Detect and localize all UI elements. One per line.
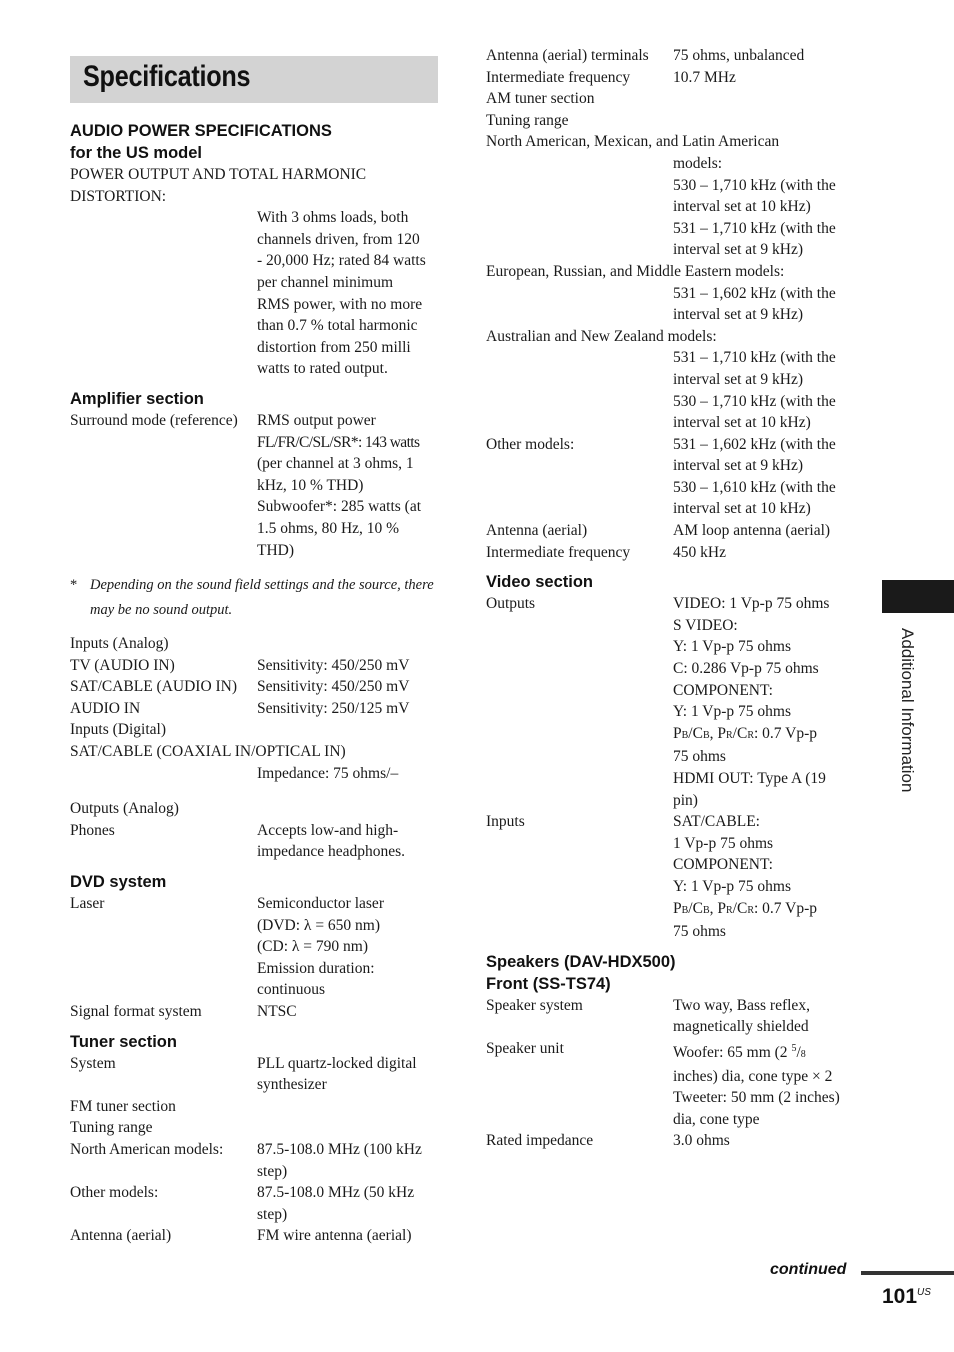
sat-row bbox=[70, 676, 450, 698]
sat-coaxial: SAT/CABLE (COAXIAL IN/OPTICAL IN) bbox=[70, 743, 346, 761]
antenna-terminals-row bbox=[486, 45, 866, 67]
video-output-line: pin) bbox=[673, 791, 698, 809]
power-desc bbox=[70, 207, 450, 380]
european-line: European, Russian, and Middle Eastern models: bbox=[486, 262, 785, 280]
video-outputs-label: Outputs bbox=[486, 595, 536, 613]
continued-bar bbox=[861, 1271, 954, 1275]
left-column bbox=[70, 120, 450, 1247]
video-outputs-row bbox=[486, 593, 866, 811]
continued-label: continued bbox=[770, 1261, 847, 1278]
video-inputs-row bbox=[486, 811, 866, 943]
tv-row bbox=[70, 655, 450, 677]
fm-tuner-section: FM tuner section bbox=[70, 1097, 176, 1115]
woofer-text: Woofer: 65 mm (2 bbox=[673, 1044, 792, 1062]
right-column bbox=[486, 45, 866, 1152]
cr-subscript: R bbox=[747, 729, 754, 741]
laser-value-line: Emission duration: bbox=[257, 959, 375, 977]
fm-other-value-line: 87.5-108.0 MHz (50 kHz bbox=[257, 1184, 415, 1202]
power-desc-line: - 20,000 Hz; rated 84 watts bbox=[257, 252, 426, 270]
page-number: 101 bbox=[882, 1285, 918, 1308]
surround-value-line: RMS output power bbox=[257, 411, 376, 429]
system-label: System bbox=[70, 1054, 116, 1072]
eu-value-line: interval set at 9 kHz) bbox=[673, 306, 803, 324]
pb-subscript: B bbox=[681, 904, 689, 916]
am-if-label: Intermediate frequency bbox=[486, 543, 631, 561]
nam-value-line: interval set at 10 kHz) bbox=[673, 198, 811, 216]
us-model-heading: for the US model bbox=[70, 144, 203, 162]
surround-value-line: FL/FR/C/SL/SR*: 143 watts bbox=[257, 433, 420, 451]
fm-other-values bbox=[257, 1182, 450, 1225]
north-american-label: North American models: bbox=[70, 1140, 224, 1158]
audio-in-value: Sensitivity: 250/125 mV bbox=[257, 699, 410, 717]
fm-antenna-row bbox=[70, 1225, 450, 1247]
laser-value-line: (DVD: λ = 650 nm) bbox=[257, 916, 381, 934]
surround-value-line: kHz, 10 % THD) bbox=[257, 476, 364, 494]
video-input-line: Y: 1 Vp-p 75 ohms bbox=[673, 877, 791, 895]
signal-label: Signal format system bbox=[70, 1003, 202, 1020]
speaker-system-label: Speaker system bbox=[486, 996, 583, 1014]
video-output-line: Y: 1 Vp-p 75 ohms bbox=[673, 638, 791, 656]
surround-value-line: (per channel at 3 ohms, 1 bbox=[257, 455, 414, 473]
video-input-line: COMPONENT: bbox=[673, 856, 773, 874]
am-tuner-section: AM tuner section bbox=[486, 90, 595, 108]
speaker-system-row bbox=[486, 995, 866, 1038]
cb-subscript: B bbox=[702, 729, 710, 741]
nam-value-line: 530 – 1,710 kHz (with the bbox=[673, 176, 836, 194]
phones-label: Phones bbox=[70, 821, 115, 839]
au-value-line: interval set at 9 kHz) bbox=[673, 370, 803, 388]
dvd-heading: DVD system bbox=[70, 873, 167, 892]
am-other-row bbox=[486, 434, 866, 520]
video-output-line: HDMI OUT: Type A (19 bbox=[673, 770, 826, 787]
pb-text: P bbox=[673, 724, 682, 742]
australian-line: Australian and New Zealand models: bbox=[486, 327, 717, 345]
laser-value-line: continuous bbox=[257, 981, 326, 999]
section-tab-label: Additional Information bbox=[898, 628, 917, 793]
power-desc-line: channels driven, from 120 bbox=[257, 230, 420, 248]
speakers-heading: Speakers (DAV-HDX500) bbox=[486, 952, 676, 971]
cr-text: /C bbox=[732, 899, 748, 917]
fm-other-row bbox=[70, 1182, 450, 1225]
power-desc-line: RMS power, with no more bbox=[257, 295, 423, 313]
system-value-line: synthesizer bbox=[257, 1076, 327, 1094]
surround-row bbox=[70, 410, 450, 561]
laser-value-line: Semiconductor laser bbox=[257, 895, 384, 913]
au-value-line: 530 – 1,710 kHz (with the bbox=[673, 392, 836, 410]
na-mexican-line: North American, Mexican, and Latin American bbox=[486, 133, 780, 151]
north-american-row bbox=[70, 1139, 450, 1182]
fm-other-value-line: step) bbox=[257, 1205, 288, 1223]
fm-tuning-range: Tuning range bbox=[70, 1119, 153, 1137]
video-outputs-values bbox=[673, 593, 866, 811]
sat-value: Sensitivity: 450/250 mV bbox=[257, 678, 410, 696]
rated-impedance-value: 3.0 ohms bbox=[673, 1132, 730, 1150]
inputs-digital: Inputs (Digital) bbox=[70, 721, 166, 739]
footnote-text: Depending on the sound field settings and the source, there may be no sound output. bbox=[90, 577, 434, 619]
video-output-line: VIDEO: 1 Vp-p 75 ohms bbox=[673, 595, 830, 613]
system-row bbox=[70, 1053, 450, 1096]
video-output-pbpr-line bbox=[673, 723, 866, 747]
speaker-unit-values bbox=[673, 1038, 866, 1131]
inputs-analog: Inputs (Analog) bbox=[70, 635, 169, 653]
speaker-system-line: Two way, Bass reflex, bbox=[673, 996, 810, 1014]
woofer-line bbox=[673, 1038, 866, 1066]
phones-values bbox=[257, 820, 450, 863]
page-suffix: US bbox=[917, 1287, 931, 1298]
video-heading: Video section bbox=[486, 573, 593, 592]
pr-subscript: R bbox=[726, 729, 733, 741]
speaker-system-line: magnetically shielded bbox=[673, 1018, 809, 1036]
power-desc-line: distortion from 250 milli bbox=[257, 338, 411, 356]
cr-subscript: R bbox=[747, 904, 754, 916]
speaker-unit-line: dia, cone type bbox=[673, 1110, 760, 1128]
am-antenna-row bbox=[486, 520, 866, 542]
am-tuning-range: Tuning range bbox=[486, 111, 569, 129]
laser-row bbox=[70, 893, 450, 1001]
pbpr-value: : 0.7 Vp-p bbox=[754, 899, 818, 917]
rated-impedance-row bbox=[486, 1130, 866, 1152]
video-output-line: 75 ohms bbox=[673, 748, 726, 766]
fraction-denominator: 8 bbox=[800, 1049, 806, 1061]
surround-label: Surround mode (reference) bbox=[70, 411, 238, 429]
video-input-line: 75 ohms bbox=[673, 923, 726, 941]
pbpr-value: : 0.7 Vp-p bbox=[754, 724, 818, 742]
system-values bbox=[257, 1053, 450, 1096]
video-output-line: Y: 1 Vp-p 75 ohms bbox=[673, 703, 791, 721]
footnote bbox=[70, 573, 450, 623]
am-other-value-line: interval set at 9 kHz) bbox=[673, 457, 803, 475]
power-desc-line: than 0.7 % total harmonic bbox=[257, 317, 418, 335]
section-tab-marker bbox=[882, 580, 954, 613]
power-desc-line: With 3 ohms loads, both bbox=[257, 209, 409, 227]
phones-value-line: Accepts low-and high- bbox=[257, 821, 399, 839]
speaker-system-values bbox=[673, 995, 866, 1038]
am-if-value: 450 kHz bbox=[673, 543, 726, 561]
na-mexican-values bbox=[486, 153, 866, 261]
video-inputs-label: Inputs bbox=[486, 813, 525, 831]
fm-if-label: Intermediate frequency bbox=[486, 68, 631, 86]
surround-values bbox=[257, 410, 450, 561]
video-inputs-values bbox=[673, 811, 866, 943]
tuner-heading: Tuner section bbox=[70, 1032, 177, 1051]
am-other-values bbox=[673, 434, 866, 520]
nam-value-line: interval set at 9 kHz) bbox=[673, 241, 803, 259]
fm-if-row bbox=[486, 67, 866, 89]
speaker-unit-row bbox=[486, 1038, 866, 1131]
pb-subscript: B bbox=[681, 729, 689, 741]
video-input-pbpr-line bbox=[673, 898, 866, 922]
sat-label: SAT/CABLE (AUDIO IN) bbox=[70, 678, 238, 696]
pb-text: P bbox=[673, 899, 682, 917]
european-values bbox=[486, 283, 866, 326]
laser-value-line: (CD: λ = 790 nm) bbox=[257, 938, 368, 956]
page-title: Specifications bbox=[83, 60, 251, 93]
surround-value-line: 1.5 ohms, 80 Hz, 10 % bbox=[257, 519, 400, 537]
audio-in-label: AUDIO IN bbox=[70, 699, 141, 717]
audio-in-row bbox=[70, 698, 450, 720]
cb-text: /C bbox=[688, 724, 703, 742]
antenna-terminals-value: 75 ohms, unbalanced bbox=[673, 47, 805, 64]
distortion-line: DISTORTION: bbox=[70, 187, 167, 205]
pr-text: , P bbox=[709, 899, 726, 917]
fm-antenna-label: Antenna (aerial) bbox=[70, 1227, 172, 1245]
cb-text: /C bbox=[688, 899, 703, 917]
rated-impedance-label: Rated impedance bbox=[486, 1132, 594, 1150]
front-speakers-heading: Front (SS-TS74) bbox=[486, 974, 611, 993]
speaker-unit-line: Tweeter: 50 mm (2 inches) bbox=[673, 1089, 840, 1107]
north-american-values bbox=[257, 1139, 450, 1182]
video-output-line: C: 0.286 Vp-p 75 ohms bbox=[673, 660, 819, 678]
outputs-analog: Outputs (Analog) bbox=[70, 800, 179, 818]
na-value-line: step) bbox=[257, 1162, 288, 1180]
fm-antenna-value: FM wire antenna (aerial) bbox=[257, 1227, 412, 1245]
impedance-value: Impedance: 75 ohms/– bbox=[257, 764, 399, 782]
video-input-line: 1 Vp-p 75 ohms bbox=[673, 834, 774, 852]
video-input-line: SAT/CABLE: bbox=[673, 813, 760, 831]
footnote-marker: * bbox=[70, 577, 78, 594]
surround-value-line: Subwoofer*: 285 watts (at bbox=[257, 498, 422, 516]
speaker-unit-line: inches) dia, cone type × 2 bbox=[673, 1067, 833, 1085]
tv-label: TV (AUDIO IN) bbox=[70, 656, 175, 674]
fm-other-label: Other models: bbox=[70, 1184, 159, 1202]
phones-row bbox=[70, 820, 450, 863]
pr-text: , P bbox=[709, 724, 726, 742]
surround-value-line: THD) bbox=[257, 541, 295, 559]
australian-values bbox=[486, 347, 866, 433]
am-other-label: Other models: bbox=[486, 435, 575, 453]
phones-value-line: impedance headphones. bbox=[257, 843, 406, 861]
am-other-value-line: 531 – 1,602 kHz (with the bbox=[673, 435, 836, 453]
am-if-row bbox=[486, 542, 866, 564]
title-banner bbox=[70, 56, 438, 103]
power-desc-line: watts to rated output. bbox=[257, 360, 388, 378]
nam-value-line: 531 – 1,710 kHz (with the bbox=[673, 219, 836, 237]
fraction-slash: / bbox=[796, 1044, 801, 1062]
video-output-line: S VIDEO: bbox=[673, 616, 738, 634]
video-output-line: COMPONENT: bbox=[673, 681, 773, 699]
audio-power-heading: AUDIO POWER SPECIFICATIONS bbox=[70, 122, 332, 140]
cr-text: /C bbox=[732, 724, 748, 742]
speaker-unit-label: Speaker unit bbox=[486, 1039, 564, 1057]
au-value-line: interval set at 10 kHz) bbox=[673, 414, 811, 432]
cb-subscript: B bbox=[702, 904, 710, 916]
laser-label: Laser bbox=[70, 895, 105, 913]
am-other-value-line: 530 – 1,610 kHz (with the bbox=[673, 478, 836, 496]
na-value-line: 87.5-108.0 MHz (100 kHz bbox=[257, 1140, 422, 1158]
nam-value-line: models: bbox=[673, 154, 723, 172]
laser-values bbox=[257, 893, 450, 1001]
am-antenna-value: AM loop antenna (aerial) bbox=[673, 522, 831, 540]
power-desc-line: per channel minimum bbox=[257, 273, 394, 291]
au-value-line: 531 – 1,710 kHz (with the bbox=[673, 349, 836, 367]
eu-value-line: 531 – 1,602 kHz (with the bbox=[673, 284, 836, 302]
power-output-line: POWER OUTPUT AND TOTAL HARMONIC bbox=[70, 166, 367, 183]
signal-value: NTSC bbox=[257, 1003, 297, 1020]
signal-row bbox=[70, 1001, 450, 1023]
antenna-terminals-label: Antenna (aerial) terminals bbox=[486, 47, 649, 64]
fm-if-value: 10.7 MHz bbox=[673, 68, 736, 86]
amplifier-heading: Amplifier section bbox=[70, 389, 204, 408]
am-other-value-line: interval set at 10 kHz) bbox=[673, 500, 811, 518]
am-antenna-label: Antenna (aerial) bbox=[486, 522, 588, 540]
system-value-line: PLL quartz-locked digital bbox=[257, 1054, 417, 1072]
fraction-numerator: 5 bbox=[791, 1042, 797, 1054]
tv-value: Sensitivity: 450/250 mV bbox=[257, 656, 410, 674]
pr-subscript: R bbox=[726, 904, 733, 916]
